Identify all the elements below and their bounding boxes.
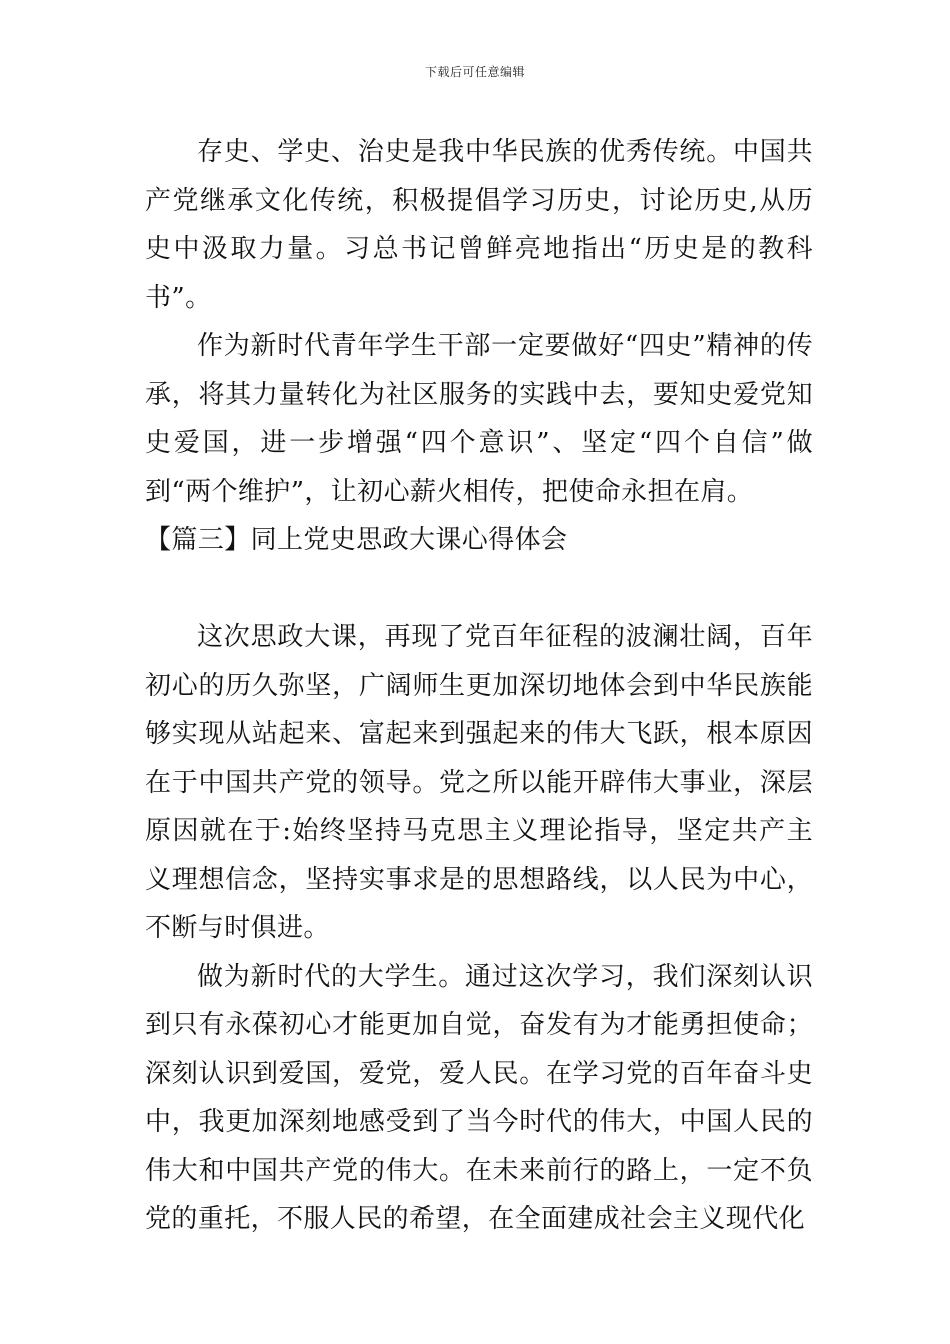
paragraph-4: 做为新时代的大学生。通过这次学习，我们深刻认识到只有永葆初心才能更加自觉，奋发有为才能勇担使命；深刻认识到爱国，爱党，爱人民。在学习党的百年奋斗史中，我更加深刻地感受到了当今时代的伟大，中国人民的伟大和中国共产党的伟大。在未来前行的路上，一定不负党的重托，不服人民的希望，在全面建成社会主义现代化 (145, 961, 813, 1234)
page-header-note: 下载后可任意编辑 (424, 65, 525, 79)
blank-line (145, 565, 813, 614)
document-body (145, 128, 813, 1244)
paragraph-1: 存史、学史、治史是我中华民族的优秀传统。中国共产党继承文化传统，积极提倡学习历史，讨论历史,从历史中汲取力量。习总书记曾鲜亮地指出“历史是的教科书”。 (145, 137, 813, 313)
paragraph-2: 作为新时代青年学生干部一定要做好“四史”精神的传承，将其力量转化为社区服务的实践中去，要知史爱党知史爱国，进一步增强“四个意识”、坚定“四个自信”做到“两个维护”，让初心薪火相传，把使命永担在肩。 (145, 331, 813, 507)
paragraph-3: 这次思政大课，再现了党百年征程的波澜壮阔，百年初心的历久弥坚，广阔师生更加深切地体会到中华民族能够实现从站起来、富起来到强起来的伟大飞跃，根本原因在于中国共产党的领导。党之所以能开辟伟大事业，深层原因就在于:始终坚持马克思主义理论指导，坚定共产主义理想信念，坚持实事求是的思想路线，以人民为中心，不断与时俱进。 (145, 622, 813, 943)
section-heading: 【篇三】同上党史思政大课心得体会 (145, 525, 568, 555)
